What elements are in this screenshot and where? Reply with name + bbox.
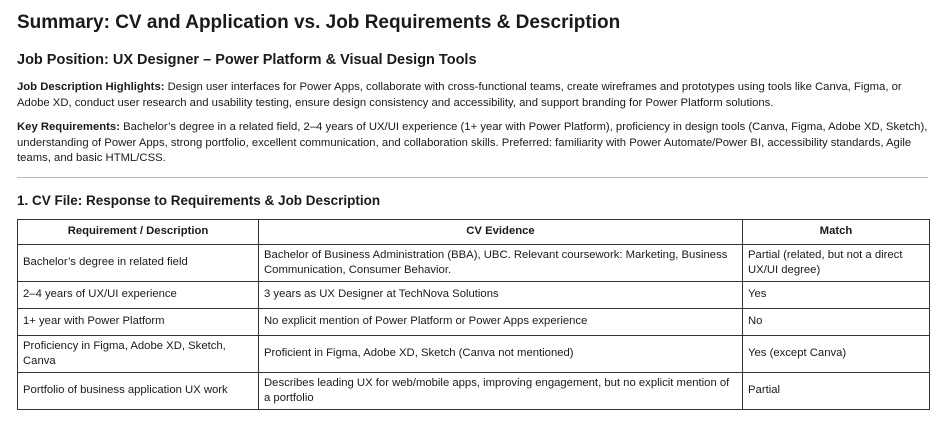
table-header-row <box>18 219 930 244</box>
cell-cv-evidence: Describes leading UX for web/mobile apps, improving engagement, but no explicit mention of a portfolio <box>259 372 743 409</box>
cell-requirement: 1+ year with Power Platform <box>18 308 259 335</box>
cell-requirement: Portfolio of business application UX work <box>18 372 259 409</box>
table-row <box>18 308 930 335</box>
cell-cv-evidence: Proficient in Figma, Adobe XD, Sketch (Canva not mentioned) <box>259 335 743 372</box>
cell-match: Partial (related, but not a direct UX/UI degree) <box>743 244 930 281</box>
table-row <box>18 244 930 281</box>
cell-requirement: Proficiency in Figma, Adobe XD, Sketch, Canva <box>18 335 259 372</box>
cell-match: Yes <box>743 281 930 308</box>
highlights-text: Design user interfaces for Power Apps, collaborate with cross-functional teams, create wireframes and prototypes using tools like Canva, Figma, or Adobe XD, conduct user research and usability testing, ensure design consistency and accessibility, and support branding for Power Platform solutions. <box>17 81 902 109</box>
cell-match: Partial <box>743 372 930 409</box>
header-cv-evidence: CV Evidence <box>259 219 743 244</box>
table-row <box>18 372 930 409</box>
header-match: Match <box>743 219 930 244</box>
cell-cv-evidence: Bachelor of Business Administration (BBA), UBC. Relevant coursework: Marketing, Business Communication, Consumer Behavior. <box>259 244 743 281</box>
job-position-heading: Job Position: UX Designer – Power Platform & Visual Design Tools <box>17 52 477 68</box>
job-description-highlights <box>17 80 928 111</box>
cell-requirement: 2–4 years of UX/UI experience <box>18 281 259 308</box>
section-divider <box>17 177 928 178</box>
requirements-label: Key Requirements: <box>17 121 120 133</box>
requirements-text: Bachelor’s degree in a related field, 2–4 years of UX/UI experience (1+ year with Power Platform), proficiency in design tools (Canva, Figma, Adobe XD, Sketch), understanding of Power Apps, strong portfolio, excellent communication, and collaboration skills. Preferred: familiarity with Power Automate/Power BI, accessibility standards, Agile teams, and basic HTML/CSS. <box>17 121 928 164</box>
section-heading-cv: 1. CV File: Response to Requirements & Job Description <box>17 192 381 208</box>
highlights-label: Job Description Highlights: <box>17 81 165 93</box>
key-requirements <box>17 120 928 167</box>
cell-cv-evidence: 3 years as UX Designer at TechNova Solutions <box>259 281 743 308</box>
cell-match: Yes (except Canva) <box>743 335 930 372</box>
cell-match: No <box>743 308 930 335</box>
cell-requirement: Bachelor’s degree in related field <box>18 244 259 281</box>
table-row <box>18 335 930 372</box>
table-row <box>18 281 930 308</box>
cell-cv-evidence: No explicit mention of Power Platform or Power Apps experience <box>259 308 743 335</box>
page-title: Summary: CV and Application vs. Job Requirements & Description <box>17 12 621 33</box>
header-requirement: Requirement / Description <box>18 219 259 244</box>
requirements-table <box>17 219 930 410</box>
